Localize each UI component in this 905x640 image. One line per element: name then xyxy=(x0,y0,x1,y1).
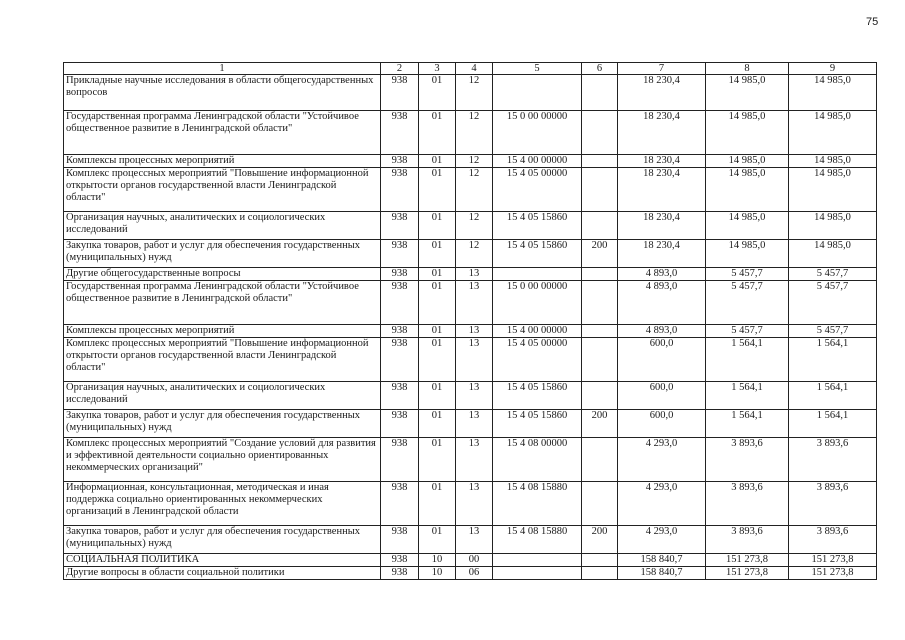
sum-cell: 18 230,4 xyxy=(618,212,706,240)
expense-type-cell xyxy=(582,268,618,281)
sum-cell: 1 564,1 xyxy=(706,410,789,438)
admin-code-cell: 938 xyxy=(381,567,419,580)
subsection-cell: 13 xyxy=(456,482,493,526)
target-article-cell xyxy=(493,554,582,567)
table-row xyxy=(64,240,877,268)
sum-cell: 4 293,0 xyxy=(618,482,706,526)
subsection-cell: 00 xyxy=(456,554,493,567)
sum-cell: 3 893,6 xyxy=(789,526,877,554)
target-article-cell: 15 0 00 00000 xyxy=(493,281,582,325)
column-header: 2 xyxy=(381,63,419,75)
sum-cell: 14 985,0 xyxy=(706,240,789,268)
column-header: 9 xyxy=(789,63,877,75)
table-row xyxy=(64,482,877,526)
sum-cell: 18 230,4 xyxy=(618,111,706,155)
table-row xyxy=(64,168,877,212)
subsection-cell: 12 xyxy=(456,168,493,212)
sum-cell: 14 985,0 xyxy=(706,168,789,212)
table-row xyxy=(64,438,877,482)
expense-type-cell xyxy=(582,212,618,240)
section-cell: 01 xyxy=(419,382,456,410)
sum-cell: 14 985,0 xyxy=(706,155,789,168)
table-row xyxy=(64,567,877,580)
subsection-cell: 13 xyxy=(456,268,493,281)
sum-cell: 151 273,8 xyxy=(789,567,877,580)
table-row xyxy=(64,325,877,338)
sum-cell: 3 893,6 xyxy=(706,438,789,482)
subsection-cell: 12 xyxy=(456,240,493,268)
section-cell: 01 xyxy=(419,325,456,338)
admin-code-cell: 938 xyxy=(381,482,419,526)
table-row xyxy=(64,338,877,382)
admin-code-cell: 938 xyxy=(381,325,419,338)
expense-type-cell xyxy=(582,155,618,168)
sum-cell: 18 230,4 xyxy=(618,155,706,168)
column-header: 1 xyxy=(64,63,381,75)
row-name-cell: Информационная, консультационная, методическая и иная поддержка социально ориентированных некоммерческих организаций в Ленинградской области xyxy=(64,482,381,526)
section-cell: 01 xyxy=(419,111,456,155)
expense-type-cell xyxy=(582,482,618,526)
column-header: 5 xyxy=(493,63,582,75)
subsection-cell: 12 xyxy=(456,212,493,240)
row-name-cell: Государственная программа Ленинградской области "Устойчивое общественное развитие в Ленинградской области" xyxy=(64,111,381,155)
target-article-cell xyxy=(493,268,582,281)
target-article-cell: 15 4 05 15860 xyxy=(493,212,582,240)
section-cell: 01 xyxy=(419,268,456,281)
section-cell: 01 xyxy=(419,168,456,212)
sum-cell: 5 457,7 xyxy=(789,268,877,281)
section-cell: 10 xyxy=(419,554,456,567)
row-name-cell: Другие вопросы в области социальной политики xyxy=(64,567,381,580)
sum-cell: 5 457,7 xyxy=(706,281,789,325)
sum-cell: 14 985,0 xyxy=(789,212,877,240)
sum-cell: 14 985,0 xyxy=(789,155,877,168)
row-name-cell: Прикладные научные исследования в области общегосударственных вопросов xyxy=(64,75,381,111)
sum-cell: 1 564,1 xyxy=(789,410,877,438)
subsection-cell: 12 xyxy=(456,111,493,155)
sum-cell: 158 840,7 xyxy=(618,554,706,567)
sum-cell: 600,0 xyxy=(618,410,706,438)
sum-cell: 3 893,6 xyxy=(789,438,877,482)
expense-type-cell xyxy=(582,338,618,382)
sum-cell: 14 985,0 xyxy=(789,168,877,212)
budget-table xyxy=(63,62,877,580)
expense-type-cell xyxy=(582,438,618,482)
subsection-cell: 13 xyxy=(456,526,493,554)
row-name-cell: Другие общегосударственные вопросы xyxy=(64,268,381,281)
subsection-cell: 13 xyxy=(456,325,493,338)
expense-type-cell: 200 xyxy=(582,240,618,268)
sum-cell: 1 564,1 xyxy=(706,338,789,382)
section-cell: 01 xyxy=(419,155,456,168)
admin-code-cell: 938 xyxy=(381,438,419,482)
target-article-cell: 15 4 00 00000 xyxy=(493,155,582,168)
expense-type-cell xyxy=(582,554,618,567)
sum-cell: 14 985,0 xyxy=(706,111,789,155)
subsection-cell: 13 xyxy=(456,410,493,438)
admin-code-cell: 938 xyxy=(381,155,419,168)
expense-type-cell: 200 xyxy=(582,526,618,554)
table-row xyxy=(64,212,877,240)
sum-cell: 3 893,6 xyxy=(706,482,789,526)
sum-cell: 1 564,1 xyxy=(789,382,877,410)
sum-cell: 600,0 xyxy=(618,382,706,410)
sum-cell: 5 457,7 xyxy=(706,325,789,338)
section-cell: 01 xyxy=(419,240,456,268)
section-cell: 01 xyxy=(419,438,456,482)
subsection-cell: 12 xyxy=(456,75,493,111)
admin-code-cell: 938 xyxy=(381,382,419,410)
row-name-cell: Организация научных, аналитических и социологических исследований xyxy=(64,382,381,410)
table-row xyxy=(64,382,877,410)
row-name-cell: Закупка товаров, работ и услуг для обеспечения государственных (муниципальных) нужд xyxy=(64,410,381,438)
subsection-cell: 06 xyxy=(456,567,493,580)
row-name-cell: Государственная программа Ленинградской области "Устойчивое общественное развитие в Ленинградской области" xyxy=(64,281,381,325)
target-article-cell: 15 4 05 15860 xyxy=(493,410,582,438)
row-name-cell: Комплексы процессных мероприятий xyxy=(64,155,381,168)
admin-code-cell: 938 xyxy=(381,268,419,281)
sum-cell: 1 564,1 xyxy=(789,338,877,382)
table-row xyxy=(64,410,877,438)
sum-cell: 18 230,4 xyxy=(618,168,706,212)
sum-cell: 18 230,4 xyxy=(618,240,706,268)
admin-code-cell: 938 xyxy=(381,554,419,567)
sum-cell: 14 985,0 xyxy=(789,240,877,268)
target-article-cell xyxy=(493,75,582,111)
sum-cell: 14 985,0 xyxy=(789,111,877,155)
section-cell: 01 xyxy=(419,482,456,526)
expense-type-cell xyxy=(582,567,618,580)
sum-cell: 4 893,0 xyxy=(618,281,706,325)
subsection-cell: 13 xyxy=(456,382,493,410)
sum-cell: 151 273,8 xyxy=(789,554,877,567)
sum-cell: 4 893,0 xyxy=(618,268,706,281)
column-header: 4 xyxy=(456,63,493,75)
table-row xyxy=(64,75,877,111)
sum-cell: 14 985,0 xyxy=(706,212,789,240)
target-article-cell: 15 4 05 15860 xyxy=(493,240,582,268)
column-header: 7 xyxy=(618,63,706,75)
table-row xyxy=(64,281,877,325)
section-cell: 01 xyxy=(419,410,456,438)
subsection-cell: 12 xyxy=(456,155,493,168)
expense-type-cell xyxy=(582,325,618,338)
section-cell: 10 xyxy=(419,567,456,580)
section-cell: 01 xyxy=(419,526,456,554)
sum-cell: 600,0 xyxy=(618,338,706,382)
sum-cell: 5 457,7 xyxy=(706,268,789,281)
page-number: 75 xyxy=(866,16,879,28)
row-name-cell: СОЦИАЛЬНАЯ ПОЛИТИКА xyxy=(64,554,381,567)
target-article-cell: 15 4 05 00000 xyxy=(493,168,582,212)
admin-code-cell: 938 xyxy=(381,75,419,111)
admin-code-cell: 938 xyxy=(381,281,419,325)
table-row xyxy=(64,526,877,554)
column-header: 3 xyxy=(419,63,456,75)
target-article-cell: 15 4 05 15860 xyxy=(493,382,582,410)
row-name-cell: Закупка товаров, работ и услуг для обеспечения государственных (муниципальных) нужд xyxy=(64,240,381,268)
expense-type-cell xyxy=(582,382,618,410)
row-name-cell: Комплекс процессных мероприятий "Повышение информационной открытости органов государственной власти Ленинградской области" xyxy=(64,168,381,212)
row-name-cell: Организация научных, аналитических и социологических исследований xyxy=(64,212,381,240)
sum-cell: 18 230,4 xyxy=(618,75,706,111)
column-header: 8 xyxy=(706,63,789,75)
target-article-cell: 15 0 00 00000 xyxy=(493,111,582,155)
subsection-cell: 13 xyxy=(456,281,493,325)
row-name-cell: Комплекс процессных мероприятий "Повышение информационной открытости органов государственной власти Ленинградской области" xyxy=(64,338,381,382)
sum-cell: 158 840,7 xyxy=(618,567,706,580)
target-article-cell: 15 4 08 00000 xyxy=(493,438,582,482)
admin-code-cell: 938 xyxy=(381,168,419,212)
sum-cell: 151 273,8 xyxy=(706,567,789,580)
target-article-cell: 15 4 08 15880 xyxy=(493,482,582,526)
expense-type-cell xyxy=(582,75,618,111)
section-cell: 01 xyxy=(419,75,456,111)
expense-type-cell xyxy=(582,168,618,212)
expense-type-cell xyxy=(582,111,618,155)
admin-code-cell: 938 xyxy=(381,240,419,268)
admin-code-cell: 938 xyxy=(381,338,419,382)
subsection-cell: 13 xyxy=(456,338,493,382)
section-cell: 01 xyxy=(419,338,456,382)
section-cell: 01 xyxy=(419,281,456,325)
sum-cell: 5 457,7 xyxy=(789,281,877,325)
admin-code-cell: 938 xyxy=(381,526,419,554)
subsection-cell: 13 xyxy=(456,438,493,482)
target-article-cell: 15 4 00 00000 xyxy=(493,325,582,338)
expense-type-cell: 200 xyxy=(582,410,618,438)
sum-cell: 3 893,6 xyxy=(789,482,877,526)
table-row xyxy=(64,155,877,168)
table-row xyxy=(64,554,877,567)
row-name-cell: Комплексы процессных мероприятий xyxy=(64,325,381,338)
table-header-row xyxy=(64,63,877,75)
expense-type-cell xyxy=(582,281,618,325)
target-article-cell: 15 4 08 15880 xyxy=(493,526,582,554)
row-name-cell: Комплекс процессных мероприятий "Создание условий для развития и эффективной деятельности социально ориентированных некоммерческих организаций" xyxy=(64,438,381,482)
sum-cell: 14 985,0 xyxy=(706,75,789,111)
section-cell: 01 xyxy=(419,212,456,240)
sum-cell: 4 293,0 xyxy=(618,438,706,482)
admin-code-cell: 938 xyxy=(381,111,419,155)
target-article-cell: 15 4 05 00000 xyxy=(493,338,582,382)
sum-cell: 4 893,0 xyxy=(618,325,706,338)
admin-code-cell: 938 xyxy=(381,212,419,240)
sum-cell: 1 564,1 xyxy=(706,382,789,410)
table-row xyxy=(64,111,877,155)
sum-cell: 3 893,6 xyxy=(706,526,789,554)
sum-cell: 5 457,7 xyxy=(789,325,877,338)
sum-cell: 4 293,0 xyxy=(618,526,706,554)
table-row xyxy=(64,268,877,281)
target-article-cell xyxy=(493,567,582,580)
sum-cell: 14 985,0 xyxy=(789,75,877,111)
column-header: 6 xyxy=(582,63,618,75)
admin-code-cell: 938 xyxy=(381,410,419,438)
row-name-cell: Закупка товаров, работ и услуг для обеспечения государственных (муниципальных) нужд xyxy=(64,526,381,554)
sum-cell: 151 273,8 xyxy=(706,554,789,567)
